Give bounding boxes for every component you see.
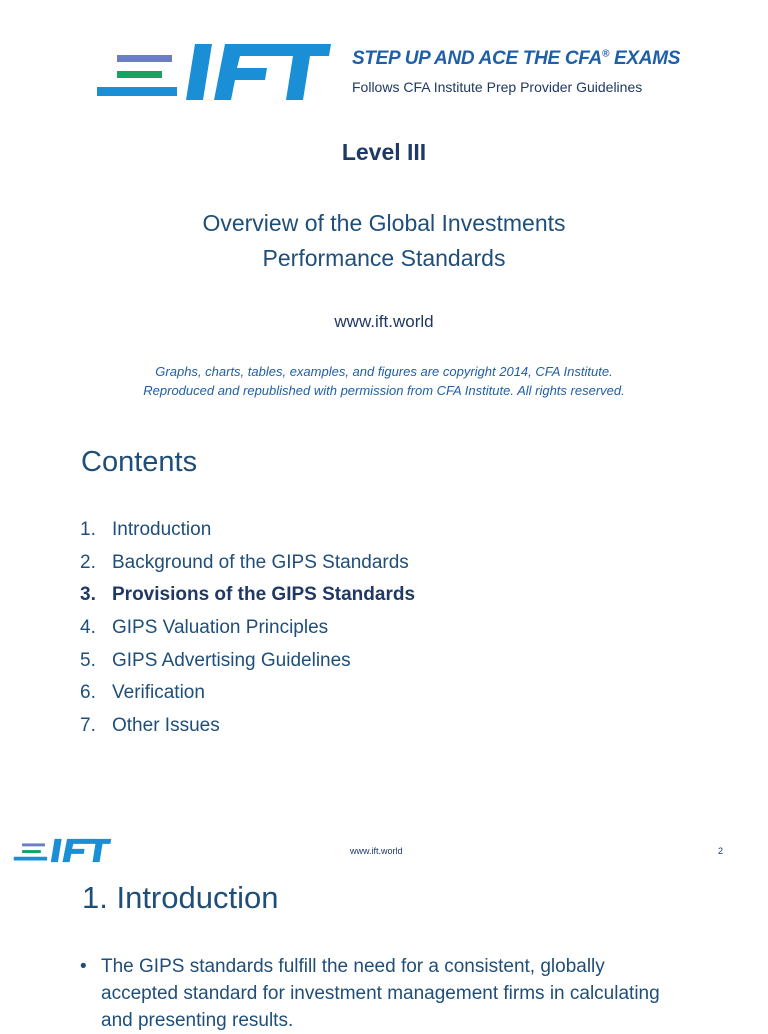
subline: Follows CFA Institute Prep Provider Guidelines bbox=[352, 79, 643, 95]
page-number: 2 bbox=[718, 846, 724, 856]
bullet-icon: • bbox=[80, 956, 87, 977]
website-link[interactable]: www.ift.world bbox=[334, 312, 434, 331]
bullet-text: The GIPS standards fulfill the need for a consistent, globally accepted standard for investment management firms in calculating and presenting results. bbox=[101, 956, 660, 1031]
contents-item: 2. Background of the GIPS Standards bbox=[80, 551, 409, 573]
level-label: Level III bbox=[341, 139, 427, 165]
contents-item: 4. GIPS Valuation Principles bbox=[80, 617, 329, 639]
contents-item: 5. GIPS Advertising Guidelines bbox=[80, 649, 351, 671]
ift-logo-small bbox=[12, 838, 113, 863]
contents-item: 1. Introduction bbox=[80, 519, 212, 540]
contents-item: 6. Verification bbox=[80, 682, 205, 704]
ift-logo bbox=[97, 42, 331, 102]
copyright-notice: Graphs, charts, tables, examples, and figures are copyright 2014, CFA Institute. Reproduced and republished with permission from CFA Institute. All rights reserved. bbox=[143, 364, 625, 398]
bullet-item bbox=[80, 953, 680, 1034]
footer-website[interactable]: www.ift.world bbox=[350, 846, 403, 856]
contents-list bbox=[80, 514, 415, 743]
tagline: STEP UP AND ACE THE CFA® EXAMS bbox=[352, 48, 681, 69]
contents-heading: Contents bbox=[81, 446, 198, 478]
page-title: Overview of the Global Investments Performance Standards bbox=[202, 210, 566, 271]
contents-item: 7. Other Issues bbox=[80, 715, 220, 737]
section-heading: 1. Introduction bbox=[82, 880, 279, 915]
contents-item-current: 3. Provisions of the GIPS Standards bbox=[80, 584, 416, 606]
